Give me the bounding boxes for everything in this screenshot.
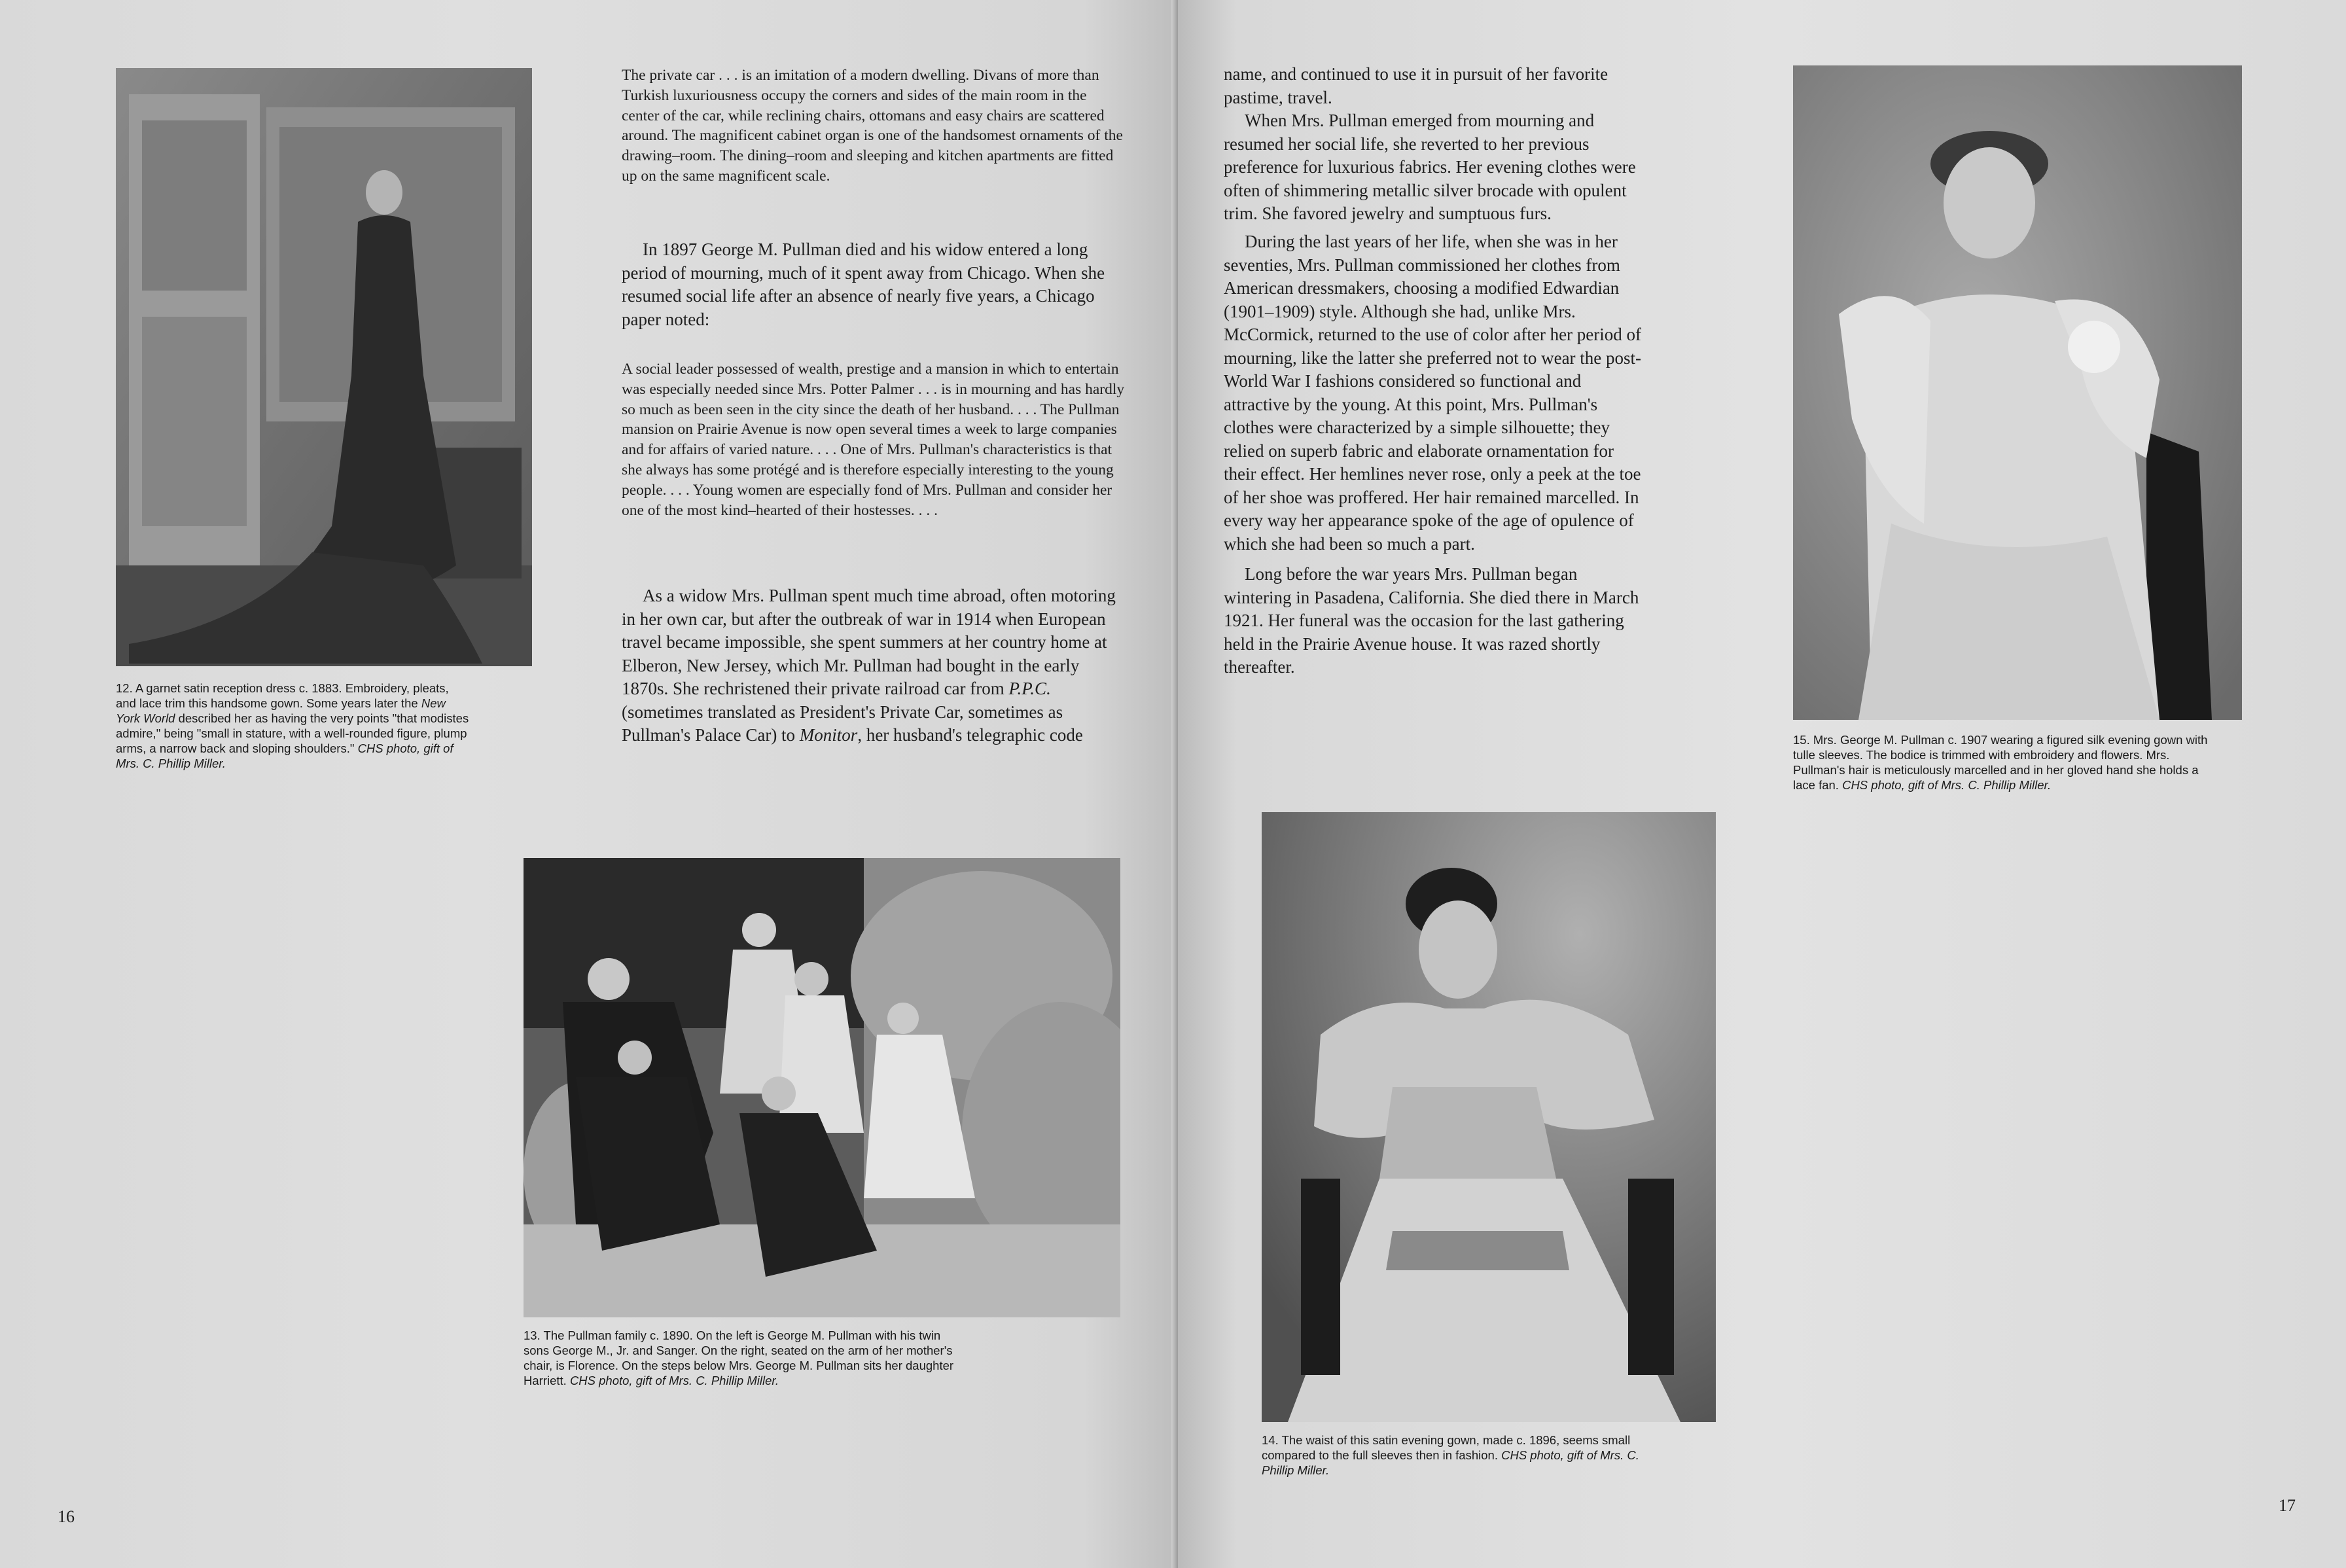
paragraph-widow-travel-text: As a widow Mrs. Pullman spent much time abroad, often motoring in her own car, but after the outbreak of war in 1914 when European travel became impossible, she spent summers at her country home at Elberon, New Jersey, which Mr. Pullman had bought in the early 1870s. She rechristened their private railroad car from: [622, 586, 1116, 698]
photo-13-image: [524, 858, 1120, 1317]
photo-12-image: [116, 68, 532, 666]
caption-12-text: 12. A garnet satin reception dress c. 1883. Embroidery, pleats, and lace trim this handsome gown. Some years later the: [116, 681, 449, 710]
caption-15: [1793, 732, 2216, 793]
caption-13-text: 13. The Pullman family c. 1890. On the left is George M. Pullman with his twin sons George M., Jr. and Sanger. On the right, seated on the arm of her mother's chair, is Florence. On the steps below Mrs. George M. Pullman sits her daughter Harriett.: [524, 1328, 954, 1387]
car-name-ppc: P.P.C.: [1008, 679, 1051, 698]
paragraph-luxurious-fabrics: When Mrs. Pullman emerged from mourning and resumed her social life, she reverted to her previous preference for luxurious fabrics. Her evening clothes were often of shimmering metallic silver brocade with opulent trim. She favored jewelry and sumptuous furs.: [1224, 111, 1636, 223]
caption-12-text-cont: described her as having the very points "that modistes admire," being "small in stature, with a well-rounded figure, plump arms, a narrow back and sloping shoulders.": [116, 711, 469, 755]
caption-13: [524, 1328, 969, 1388]
quote-private-car: The private car . . . is an imitation of a modern dwelling. Divans of more than Turkish luxuriousness occupy the corners and sides of the main room in the center of the car, while reclining chairs, ottomans and easy chairs are scattered around. The magnificent cabinet organ is one of the handsomest ornaments of the drawing–room. The dining–room and sleeping and kitchen apartments are fitted up on the same magnificent scale.: [622, 67, 1123, 185]
caption-14: [1262, 1433, 1648, 1478]
paragraph-last-years: During the last years of her life, when she was in her seventies, Mrs. Pullman commissioned her clothes from American dressmakers, choosing a modified Edwardian (1901–1909) style. Although she had, unlike Mrs. McCormick, returned to the use of color after her period of mourning, like the latter she preferred not to wear the post-World War I fashions considered so functional and attractive by the young. At this point, Mrs. Pullman's clothes were characterized by a simple silhouette; they relied on superb fabric and elaborate ornamentation for their effect. Her hemlines never rose, only a peek at the toe of her shoe was proffered. Her hair remained marcelled. In every way her appearance spoke of the age of opulence of which she had been so much a part.: [1224, 232, 1642, 554]
caption-15-credit: CHS photo, gift of Mrs. C. Phillip Miller.: [1842, 778, 2052, 792]
right-page: [1178, 0, 2346, 1568]
photo-12-garnet-satin-dress: [116, 68, 532, 666]
paragraph-travel-continued: name, and continued to use it in pursuit of her favorite pastime, travel.: [1224, 64, 1608, 107]
caption-12-credit: CHS photo, gift of Mrs. C. Phillip Miller.: [116, 741, 453, 770]
caption-15-text: 15. Mrs. George M. Pullman c. 1907 wearing a figured silk evening gown with tulle sleeves. The bodice is trimmed with embroidery and flowers. Mrs. Pullman's hair is meticulously marcelled and in her gloved hand she holds a lace fan.: [1793, 733, 2208, 792]
page-number-right: 17: [2279, 1496, 2296, 1515]
paragraph-pasadena: Long before the war years Mrs. Pullman began wintering in Pasadena, California. She died there in March 1921. Her funeral was the occasion for the last gathering held in the Prairie Avenue house. It was razed shortly thereafter.: [1224, 564, 1639, 677]
caption-14-text: 14. The waist of this satin evening gown, made c. 1896, seems small compared to the full sleeves then in fashion.: [1262, 1433, 1631, 1462]
caption-12-publication: New York World: [116, 696, 446, 725]
page-number-left: 16: [58, 1507, 75, 1526]
car-name-monitor: Monitor: [799, 725, 858, 745]
photo-15-mrs-pullman-1907: [1793, 65, 2242, 720]
paragraph-widow-travel-mid: (sometimes translated as President's Private Car, sometimes as Pullman's Palace Car) to: [622, 702, 1063, 745]
photo-13-pullman-family: [524, 858, 1120, 1317]
photo-14-image: [1262, 812, 1716, 1422]
paragraph-pullman-death: In 1897 George M. Pullman died and his widow entered a long period of mourning, much of it spent away from Chicago. When she resumed social life after an absence of nearly five years, a Chicago paper noted:: [622, 240, 1105, 329]
caption-13-credit: CHS photo, gift of Mrs. C. Phillip Miller.: [569, 1374, 779, 1387]
paragraph-widow-travel-end: , her husband's telegraphic code: [857, 725, 1083, 745]
quote-chicago-paper: A social leader possessed of wealth, prestige and a mansion in which to entertain was especially needed since Mrs. Potter Palmer . . . is in mourning and has hardly so much as been seen in the city since the death of her husband. . . . The Pullman mansion on Prairie Avenue is now open several times a week to large companies and for affairs of varied nature. . . . One of Mrs. Pullman's characteristics is that she always has some protégé and is therefore especially interesting to the young people. . . . Young women are especially fond of Mrs. Pullman and consider her one of the most kind–hearted of their hostesses. . . .: [622, 361, 1125, 519]
photo-14-satin-evening-gown: [1262, 812, 1716, 1422]
photo-15-image: [1793, 65, 2242, 720]
paragraph-widow-travel: [622, 584, 1119, 747]
caption-14-credit: CHS photo, gift of Mrs. C. Phillip Miller.: [1262, 1448, 1639, 1477]
caption-12: [116, 681, 469, 771]
